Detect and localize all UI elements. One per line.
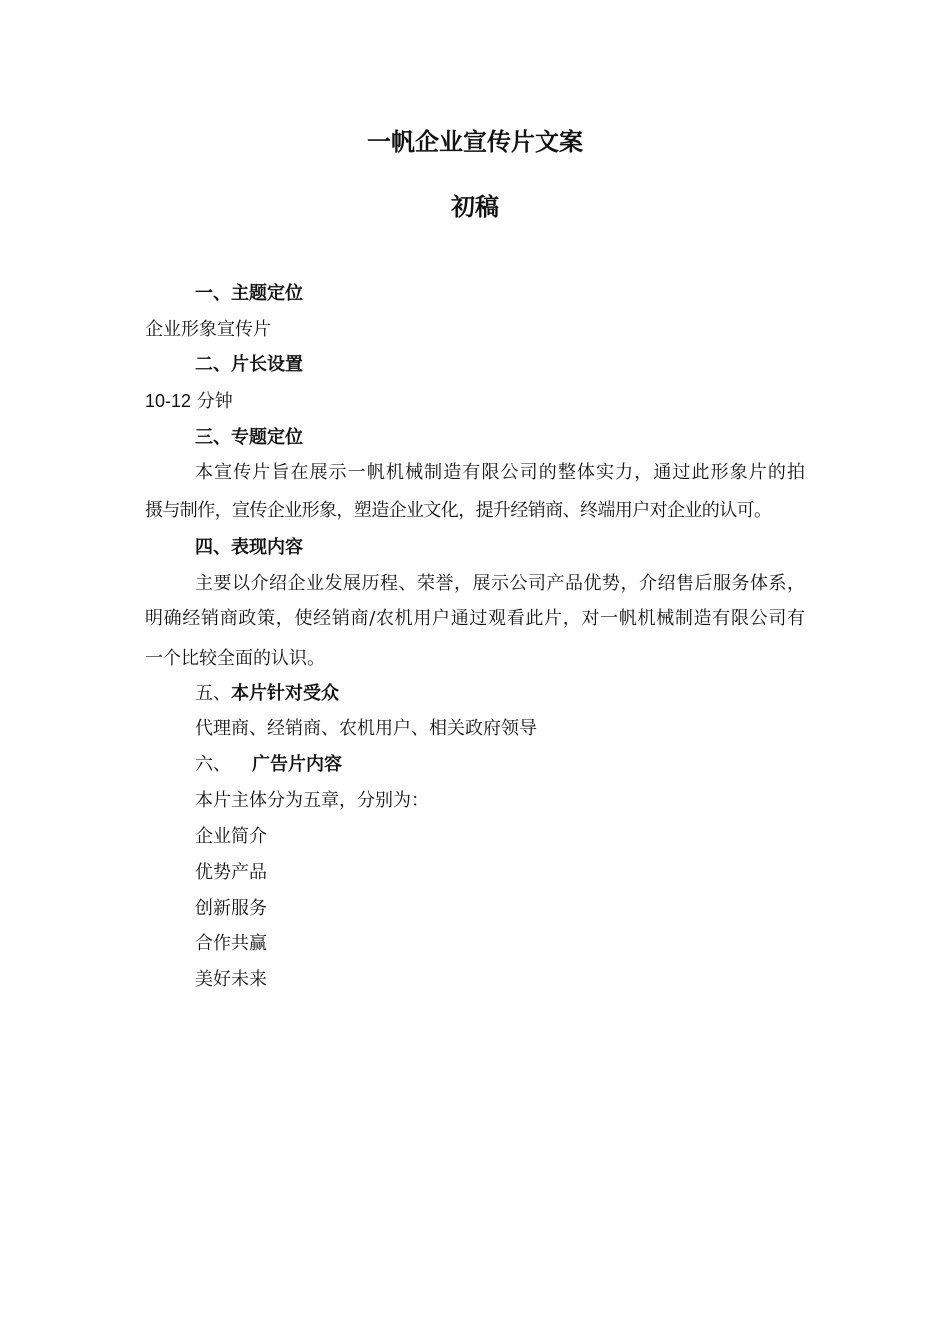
section-5-body: 代理商、经销商、农机用户、相关政府领导 [195,718,537,739]
section-1-heading: 一、主题定位 [195,283,303,304]
section-4-line-1: 主要以介绍企业发展历程、荣誉，展示公司产品优势，介绍售后服务体系， [195,573,805,594]
section-6-heading-text: 广告片内容 [252,754,342,775]
document-subtitle: 初稿 [451,193,499,221]
section-1-body: 企业形象宣传片 [145,319,271,340]
section-5-heading-text: 本片针对受众 [231,683,339,704]
chapter-item: 优势产品 [195,862,267,883]
section-4-heading: 四、表现内容 [195,537,303,558]
chapter-item: 创新服务 [195,898,267,919]
document-title: 一帆企业宣传片文案 [367,128,583,156]
duration-unit: 分钟 [191,391,233,412]
section-6-intro: 本片主体分为五章，分别为： [195,790,429,811]
chapter-item: 合作共赢 [195,933,267,954]
duration-number: 10-12 [145,391,192,411]
section-3-heading: 三、专题定位 [195,427,303,448]
section-2-body [145,388,233,415]
chapter-item: 企业简介 [195,826,267,847]
section-4-line-2: 明确经销商政策，使经销商/农机用户通过观看此片，对一帆机械制造有限公司有 [145,608,805,629]
section-5-heading [195,681,339,707]
section-3-line-1: 本宣传片旨在展示一帆机械制造有限公司的整体实力，通过此形象片的拍 [195,462,805,483]
chapter-item: 美好未来 [195,969,267,990]
section-3-line-2: 摄与制作，宣传企业形象，塑造企业文化，提升经销商、终端用户对企业的认可。 [145,500,772,521]
section-4-line-3: 一个比较全面的认识。 [145,648,325,669]
section-2-heading: 二、片长设置 [195,354,303,375]
section-5-heading-prefix: 五、 [195,683,231,704]
section-6-heading-prefix: 六、 [195,754,231,775]
